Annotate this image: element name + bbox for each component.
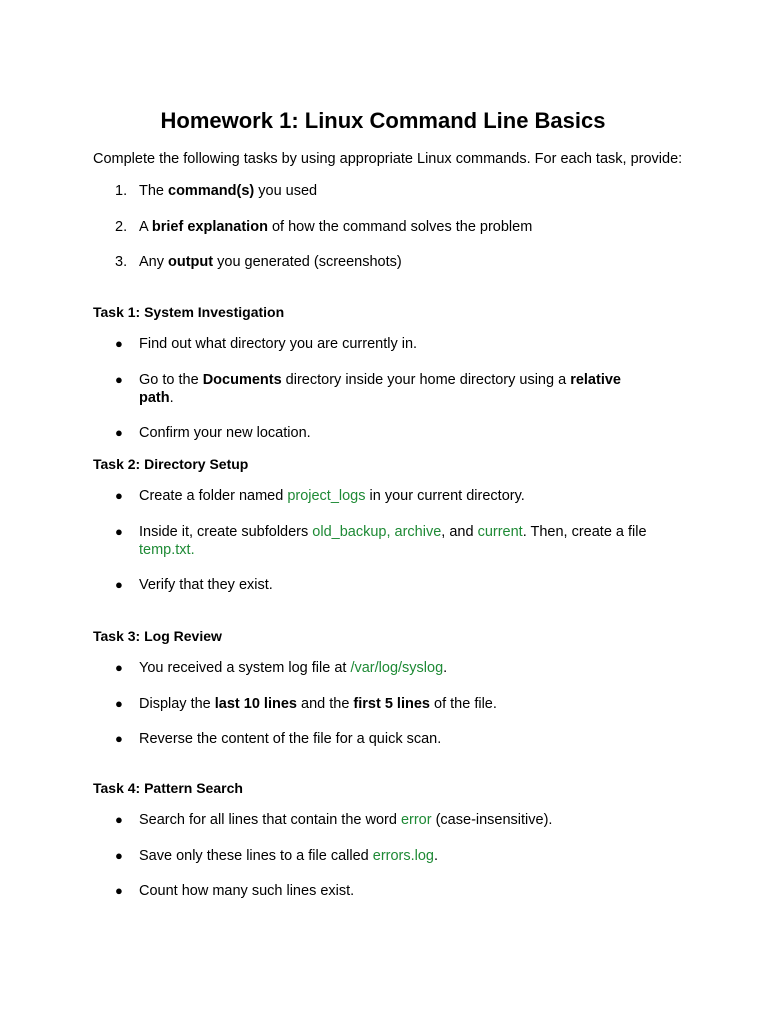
item-text: . Then, create a file bbox=[522, 523, 647, 540]
task-3-section bbox=[93, 627, 693, 766]
bullet-icon: ● bbox=[115, 577, 123, 592]
list-item bbox=[93, 371, 659, 407]
code-text: /var/log/syslog bbox=[350, 660, 444, 676]
task-heading: Task 4: Pattern Search bbox=[93, 780, 243, 796]
list-item bbox=[93, 523, 659, 559]
bullet-icon: ● bbox=[115, 695, 123, 711]
task-2-section bbox=[93, 455, 693, 612]
bullet-icon: ● bbox=[115, 371, 123, 387]
task-bullet-list bbox=[93, 487, 693, 594]
code-text: old_backup, archive bbox=[312, 523, 442, 540]
item-text: Verify that they exist. bbox=[139, 577, 273, 593]
task-heading: Task 1: System Investigation bbox=[93, 304, 285, 320]
item-text: . bbox=[443, 660, 448, 676]
list-number: 3. bbox=[115, 254, 128, 270]
intro-paragraph: Complete the following tasks by using appropriate Linux commands. For each task, provide: bbox=[93, 151, 683, 167]
code-text: errors.log bbox=[372, 847, 434, 864]
bullet-icon: ● bbox=[115, 812, 123, 827]
list-number: 1. bbox=[115, 183, 128, 199]
item-text: you generated (screenshots) bbox=[213, 254, 402, 270]
item-text: Confirm your new location. bbox=[139, 425, 311, 441]
list-item bbox=[93, 182, 532, 218]
task-bullet-list bbox=[93, 335, 693, 442]
item-text: You received a system log file at bbox=[139, 660, 351, 676]
item-text: Count how many such lines exist. bbox=[139, 883, 355, 899]
code-text: error bbox=[400, 812, 432, 828]
item-text: of how the command solves the problem bbox=[267, 218, 533, 235]
code-text: current bbox=[477, 523, 523, 540]
list-item bbox=[93, 811, 659, 829]
requirements-list bbox=[93, 182, 532, 289]
list-item bbox=[93, 253, 532, 289]
task-heading: Task 2: Directory Setup bbox=[93, 456, 249, 472]
item-text: Go to the bbox=[139, 371, 203, 388]
task-bullet-list bbox=[93, 811, 693, 900]
item-text: . bbox=[434, 847, 439, 864]
bullet-icon: ● bbox=[115, 847, 123, 863]
list-item bbox=[93, 218, 532, 254]
bullet-icon: ● bbox=[115, 660, 123, 675]
item-text: Create a folder named bbox=[139, 488, 288, 504]
page-title: Homework 1: Linux Command Line Basics bbox=[160, 108, 606, 133]
task-1-section bbox=[93, 303, 693, 460]
list-item bbox=[93, 424, 659, 442]
list-item bbox=[93, 882, 659, 900]
list-item bbox=[93, 335, 659, 353]
item-text: you used bbox=[254, 183, 318, 199]
item-bold-text: last 10 lines bbox=[214, 695, 297, 712]
task-heading: Task 3: Log Review bbox=[93, 628, 222, 644]
item-bold-text: brief explanation bbox=[151, 218, 268, 235]
list-item bbox=[93, 576, 659, 594]
item-text: Save only these lines to a file called bbox=[139, 847, 373, 864]
item-bold-text: command(s) bbox=[168, 183, 255, 199]
item-text: . bbox=[169, 389, 174, 406]
item-bold-text: first 5 lines bbox=[353, 695, 430, 712]
item-text: The bbox=[139, 183, 169, 199]
list-item bbox=[93, 695, 659, 713]
item-text: and the bbox=[296, 695, 354, 712]
bullet-icon: ● bbox=[115, 731, 123, 746]
item-text: of the file. bbox=[429, 695, 497, 712]
item-text: A bbox=[139, 218, 152, 235]
bullet-icon: ● bbox=[115, 425, 123, 440]
task-4-section bbox=[93, 779, 693, 918]
bullet-icon: ● bbox=[115, 883, 123, 898]
list-item bbox=[93, 487, 659, 505]
item-text: (case-insensitive). bbox=[431, 812, 553, 828]
list-item bbox=[93, 730, 659, 748]
bullet-icon: ● bbox=[115, 336, 123, 351]
item-text: Find out what directory you are currently in. bbox=[139, 336, 418, 352]
item-bold-text: output bbox=[168, 254, 214, 270]
item-text: directory inside your home directory using a bbox=[281, 371, 571, 388]
item-text: , and bbox=[441, 523, 478, 540]
code-text: project_logs bbox=[287, 488, 366, 504]
item-text: Display the bbox=[139, 695, 215, 712]
code-text: temp.txt. bbox=[139, 541, 195, 558]
list-item bbox=[93, 847, 659, 865]
item-text: Any bbox=[139, 254, 169, 270]
item-text: Reverse the content of the file for a quick scan. bbox=[139, 731, 442, 747]
list-number: 2. bbox=[115, 218, 128, 235]
bullet-icon: ● bbox=[115, 523, 123, 539]
item-text: Inside it, create subfolders bbox=[139, 523, 313, 540]
item-bold-text: relative path bbox=[139, 371, 621, 406]
item-text: Search for all lines that contain the word bbox=[139, 812, 401, 828]
item-bold-text: Documents bbox=[202, 371, 282, 388]
item-text: in your current directory. bbox=[365, 488, 525, 504]
list-item bbox=[93, 659, 659, 677]
bullet-icon: ● bbox=[115, 488, 123, 503]
task-bullet-list bbox=[93, 659, 693, 748]
